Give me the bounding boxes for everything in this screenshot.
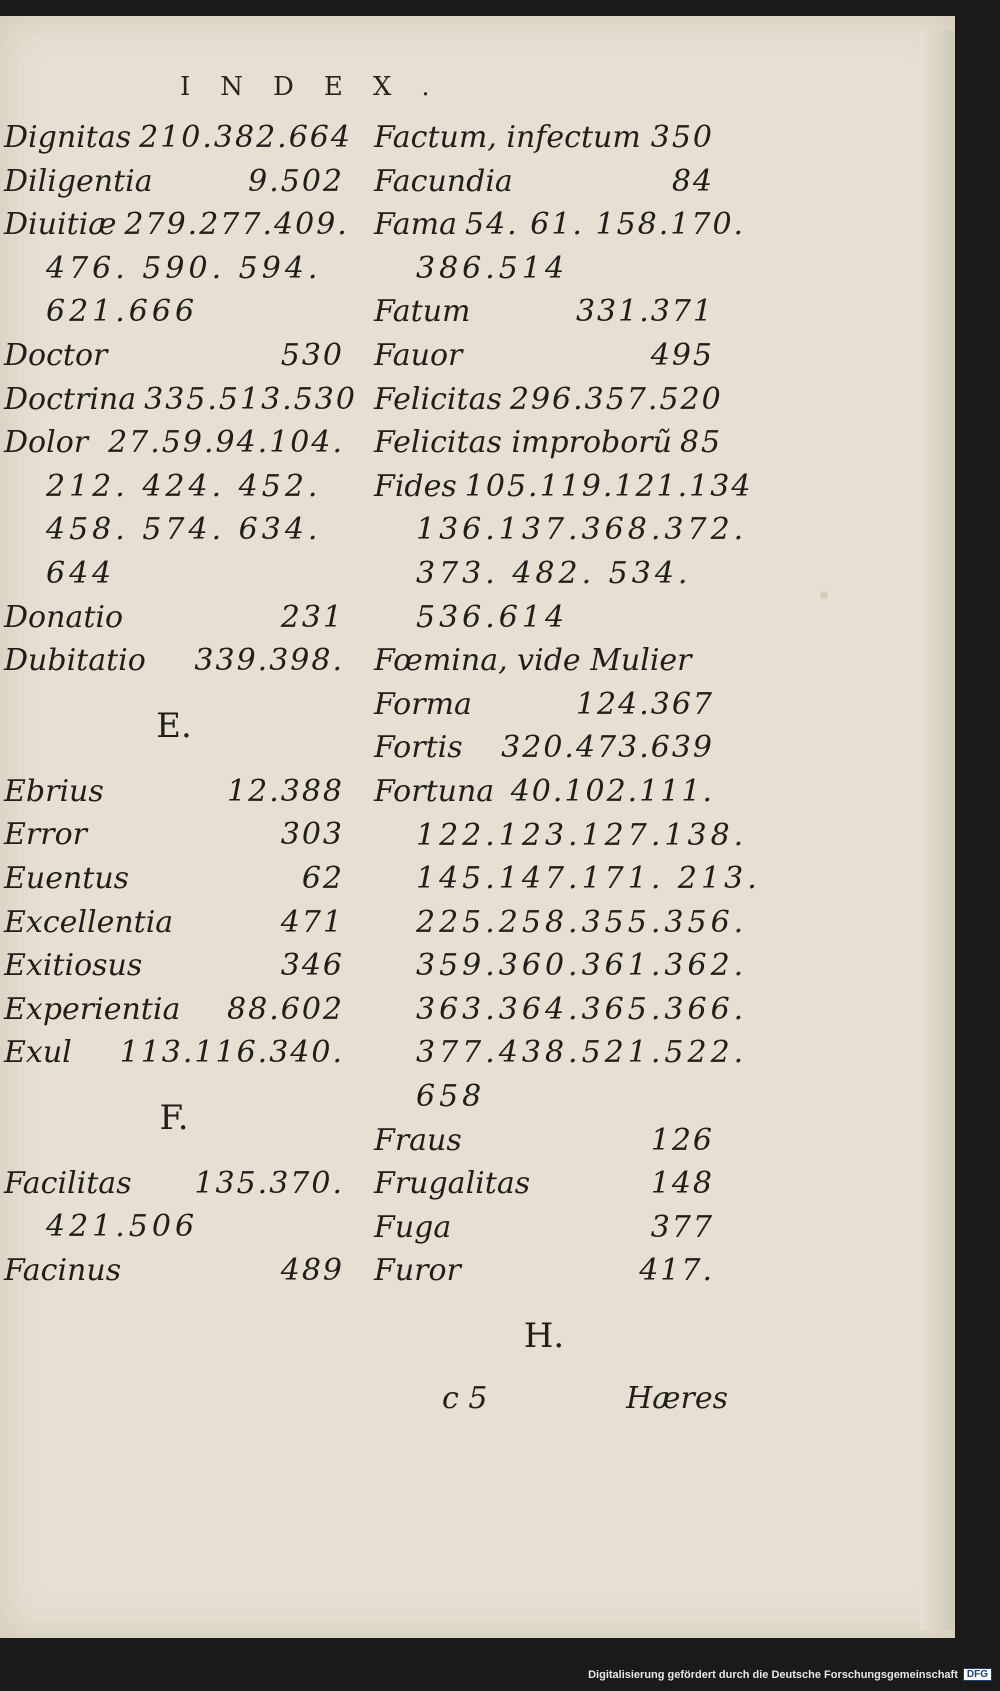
index-term: Exul bbox=[4, 1035, 72, 1071]
page-references: 135.370. bbox=[194, 1165, 344, 1201]
page-references-continued: 136.137.368.372. bbox=[416, 512, 748, 548]
index-term: Exitiosus bbox=[4, 948, 143, 984]
page-edge bbox=[920, 30, 955, 1630]
page-references-continued: 225.258.355.356. bbox=[416, 904, 748, 940]
page-references-continued: 658 bbox=[416, 1079, 486, 1115]
page-references-continued: 122.123.127.138. bbox=[416, 817, 748, 853]
page-references: 320.473.639 bbox=[501, 730, 714, 766]
index-entry bbox=[4, 160, 344, 204]
index-term: Diuitiæ bbox=[4, 207, 117, 243]
index-entry bbox=[374, 465, 753, 509]
index-term: Ebrius bbox=[4, 773, 104, 809]
index-term: Forma bbox=[374, 686, 472, 722]
index-term: Fortuna bbox=[374, 773, 495, 809]
index-term: Doctor bbox=[4, 337, 108, 373]
index-entry bbox=[4, 901, 344, 945]
page-references: 339.398. bbox=[194, 643, 344, 679]
index-term: Dolor bbox=[4, 425, 89, 461]
page-references-continued: 212. 424. 452. bbox=[46, 468, 322, 504]
index-term: Fauor bbox=[374, 337, 463, 373]
page-references-continued: 363.364.365.366. bbox=[416, 991, 748, 1027]
page-references-continued: 145.147.171. 213. bbox=[416, 861, 761, 897]
index-term: Felicitas bbox=[374, 381, 502, 417]
index-entry bbox=[4, 596, 344, 640]
index-term: Euentus bbox=[4, 860, 130, 896]
index-term: Facinus bbox=[4, 1253, 122, 1289]
index-entry bbox=[4, 639, 344, 683]
page-references: 124.367 bbox=[575, 686, 714, 722]
page-references-continued: 421.506 bbox=[46, 1209, 199, 1245]
catchword: Hæres bbox=[626, 1381, 728, 1416]
page-references: 9.502 bbox=[248, 163, 344, 199]
index-entry bbox=[374, 639, 714, 683]
page-references: 27.59.94.104. bbox=[108, 425, 344, 461]
section-letter: E. bbox=[156, 705, 192, 746]
index-entry bbox=[374, 203, 746, 247]
index-entry bbox=[4, 770, 344, 814]
page-references: 105.119.121.134 bbox=[464, 468, 753, 504]
signature-mark: c 5 bbox=[442, 1381, 488, 1416]
index-term: Diligentia bbox=[4, 163, 153, 199]
index-entry bbox=[4, 813, 344, 857]
page-references: 12.388 bbox=[227, 773, 344, 809]
section-letter: H. bbox=[523, 1316, 565, 1357]
index-entry bbox=[374, 1119, 714, 1163]
index-entry bbox=[4, 421, 344, 465]
index-entry bbox=[374, 290, 714, 334]
index-entry bbox=[374, 160, 714, 204]
page-references: 471 bbox=[280, 904, 344, 940]
index-term: Fatum bbox=[374, 294, 471, 330]
page-references: 377 bbox=[650, 1209, 714, 1245]
page-references-continued: 458. 574. 634. bbox=[46, 512, 322, 548]
page-references-continued: 386.514 bbox=[416, 250, 569, 286]
page-references-continued: 476. 590. 594. bbox=[46, 250, 322, 286]
index-term: Facundia bbox=[374, 163, 513, 199]
index-entry bbox=[374, 334, 714, 378]
page-references-continued: 373. 482. 534. bbox=[416, 555, 692, 591]
page-references: 346 bbox=[280, 948, 344, 984]
page-references: 62 bbox=[301, 860, 344, 896]
index-term: Error bbox=[4, 817, 87, 853]
page-references: 113.116.340. bbox=[119, 1035, 344, 1071]
page-footer bbox=[430, 1381, 730, 1427]
page-references: 303 bbox=[280, 817, 344, 853]
page-references-continued: 377.438.521.522. bbox=[416, 1035, 748, 1071]
page-references: 210.382.664 bbox=[139, 120, 352, 155]
index-entry bbox=[4, 1031, 344, 1075]
page-references-continued: 621.666 bbox=[46, 294, 199, 330]
page-references: 530 bbox=[280, 337, 344, 373]
index-term: Doctrina bbox=[4, 381, 137, 417]
index-entry bbox=[4, 203, 349, 247]
page-references: 54. 61. 158.170. bbox=[465, 207, 746, 243]
index-entry bbox=[4, 378, 357, 422]
index-entry bbox=[374, 1249, 714, 1293]
page-references: 350 bbox=[650, 120, 714, 155]
index-term: Fraus bbox=[374, 1122, 462, 1158]
index-entry bbox=[374, 770, 714, 814]
page-references-continued: 359.360.361.362. bbox=[416, 948, 748, 984]
index-term: Fortis bbox=[374, 730, 463, 766]
index-term: Donatio bbox=[4, 599, 124, 635]
index-term: Factum, infectum bbox=[374, 120, 641, 155]
book-page bbox=[0, 16, 955, 1638]
index-term: Furor bbox=[374, 1253, 461, 1289]
index-entry bbox=[374, 421, 723, 465]
index-entry bbox=[4, 116, 352, 160]
page-references: 85 bbox=[679, 425, 723, 461]
index-entry bbox=[4, 1249, 344, 1293]
index-term: Facilitas bbox=[4, 1165, 132, 1201]
index-entry bbox=[374, 378, 723, 422]
page-references: 296.357.520 bbox=[509, 381, 723, 417]
page-references: 279.277.409. bbox=[124, 207, 349, 243]
index-term: Frugalitas bbox=[374, 1166, 531, 1202]
index-term: Fœmina, vide Mulier bbox=[374, 643, 692, 679]
page-references-continued: 536.614 bbox=[416, 599, 569, 635]
page-references: 126 bbox=[650, 1122, 714, 1158]
page-references: 495 bbox=[650, 337, 714, 373]
page-references: 88.602 bbox=[227, 991, 344, 1027]
index-entry bbox=[4, 944, 344, 988]
section-letter: F. bbox=[159, 1097, 189, 1138]
index-entry bbox=[4, 988, 344, 1032]
index-entry bbox=[4, 334, 344, 378]
page-references: 84 bbox=[671, 163, 714, 199]
page-references: 335.513.530 bbox=[144, 381, 357, 417]
index-entry bbox=[4, 1162, 344, 1206]
index-entry bbox=[374, 683, 714, 727]
index-entry bbox=[374, 116, 714, 160]
page-references: 331.371 bbox=[575, 294, 714, 330]
index-term: Fuga bbox=[374, 1209, 452, 1245]
digitization-credit bbox=[588, 1668, 992, 1681]
page-references-continued: 644 bbox=[46, 555, 116, 591]
index-term: Dubitatio bbox=[4, 643, 146, 679]
index-term: Fama bbox=[374, 207, 457, 243]
page-header: INDEX. bbox=[180, 72, 460, 102]
credit-text: Digitalisierung gefördert durch die Deutsche Forschungsgemeinschaft bbox=[588, 1668, 958, 1681]
dfg-logo: DFG bbox=[963, 1668, 992, 1681]
index-term: Excellentia bbox=[4, 904, 174, 940]
index-term: Fides bbox=[374, 468, 457, 504]
page-references: 40.102.111. bbox=[510, 773, 714, 809]
index-entry bbox=[4, 857, 344, 901]
index-entry bbox=[374, 1206, 714, 1250]
index-term: Dignitas bbox=[4, 120, 132, 155]
page-references: 148 bbox=[650, 1166, 714, 1202]
index-column-right bbox=[374, 116, 761, 1380]
page-references: 489 bbox=[280, 1253, 344, 1289]
ink-stain bbox=[820, 591, 828, 599]
index-term: Experientia bbox=[4, 991, 181, 1027]
index-entry bbox=[374, 1162, 714, 1206]
page-references: 417. bbox=[639, 1253, 714, 1289]
page-references: 231 bbox=[280, 599, 344, 635]
index-column-left bbox=[4, 116, 357, 1293]
index-entry bbox=[374, 726, 714, 770]
index-term: Felicitas improborũ bbox=[374, 425, 672, 461]
